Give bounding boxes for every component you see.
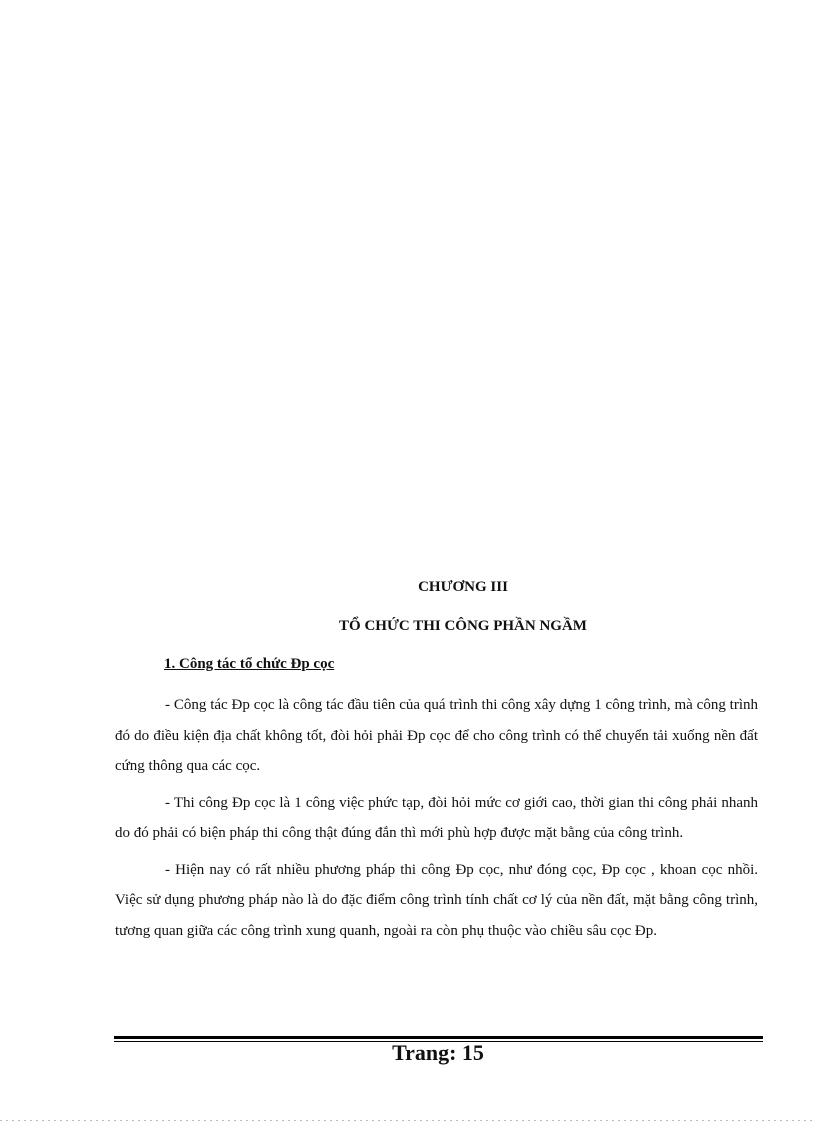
paragraph-1: - Công tác Đp cọc là công tác đầu tiên của quá trình thi công xây dựng 1 công trình, mà công trình đó do điều kiện địa chất không tốt, đòi hỏi phải Đp cọc để cho công trình có thể chuyển tải xuống nền đất cứng thông qua các cọc. — [115, 697, 758, 774]
paragraph-3: - Hiện nay có rất nhiều phương pháp thi công Đp cọc, như đóng cọc, Đp cọc , khoan cọc nhồi. Việc sử dụng phương pháp nào là do đặc điểm công trình tính chất cơ lý của nền đất, mặt bằng công trình, tương quan giữa các công trình xung quanh, ngoài ra còn phụ thuộc vào chiều sâu cọc Đp. — [115, 861, 758, 939]
page-number: Trang: 15 — [392, 1040, 484, 1065]
chapter-number: CHƯƠNG III — [418, 579, 508, 595]
chapter-title: TỔ CHỨC THI CÔNG PHẦN NGẦM — [339, 618, 587, 634]
section-heading: 1. Công tác tổ chức Đp cọc — [164, 656, 335, 672]
footer-rule-thick — [114, 1036, 763, 1039]
bottom-dotted-border — [0, 1120, 816, 1121]
body-text — [115, 690, 758, 952]
paragraph-2: - Thi công Đp cọc là 1 công việc phức tạp, đòi hỏi mức cơ giới cao, thời gian thi công phải nhanh do đó phải có biện pháp thi công thật đúng đắn thì mới phù hợp được mặt bằng của công trình. — [115, 794, 758, 841]
